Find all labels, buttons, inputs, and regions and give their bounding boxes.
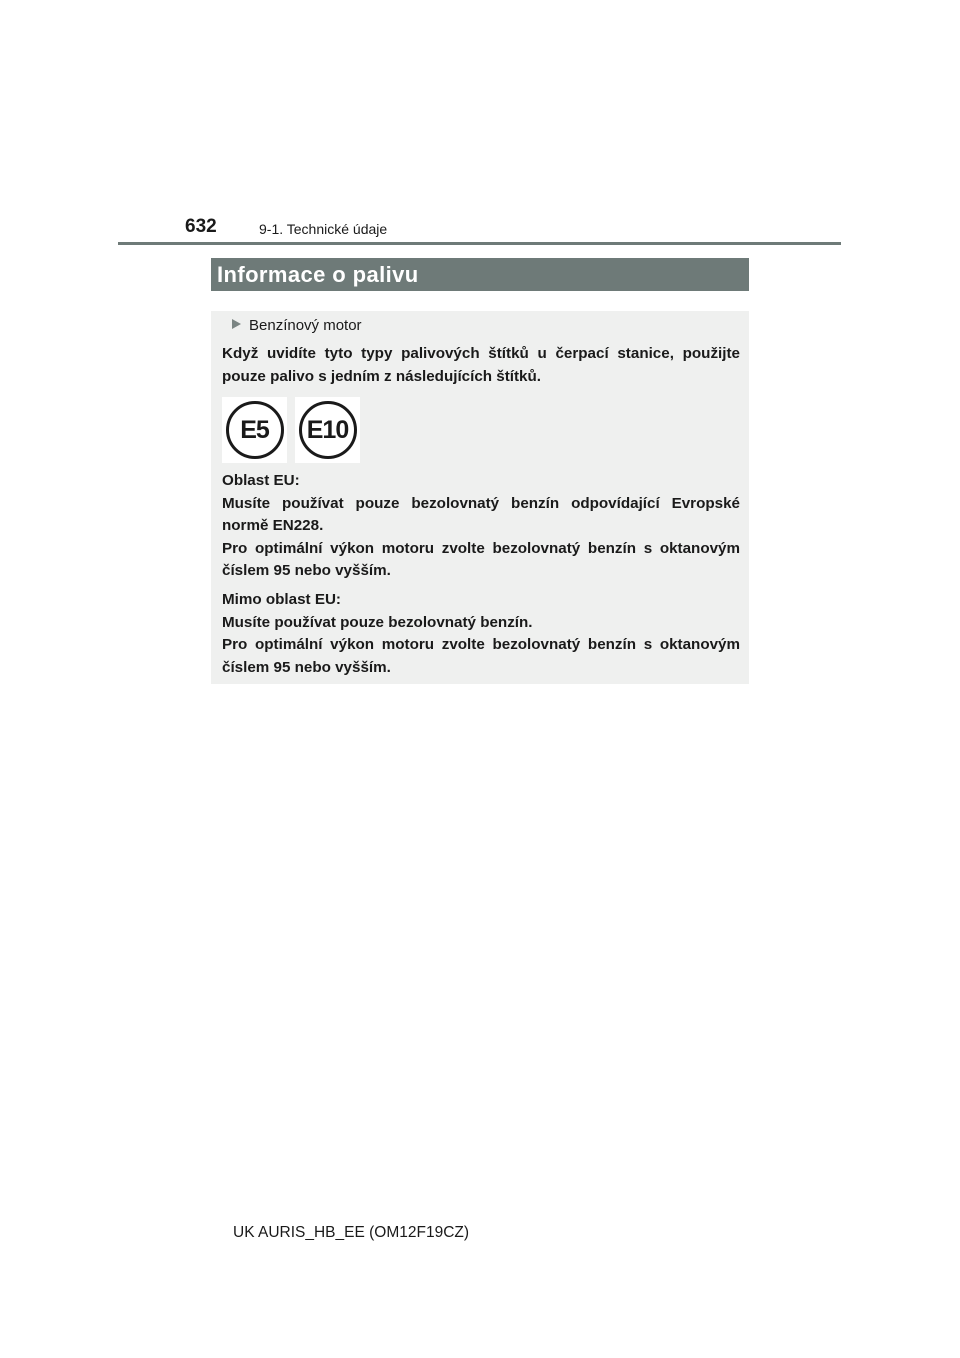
fuel-labels (222, 397, 360, 463)
page-number: 632 (185, 216, 217, 237)
eu-recommendation: Pro optimální výkon motoru zvolte bezolovnatý benzín s oktanovým číslem 95 nebo vyšším. (222, 539, 740, 579)
subheading-label: Benzínový motor (249, 317, 362, 334)
intro-paragraph: Když uvidíte tyto typy palivových štítků u čerpací stanice, použijte pouze palivo s jedním z následujících štítků. (222, 345, 740, 385)
header-divider (118, 242, 841, 245)
non-eu-requirement: Musíte používat pouze bezolovnatý benzín. (222, 613, 533, 631)
fuel-label-e5 (222, 397, 287, 463)
fuel-label-e10 (295, 397, 360, 463)
eu-heading: Oblast EU: (222, 472, 300, 489)
non-eu-block (222, 589, 740, 679)
non-eu-heading: Mimo oblast EU: (222, 591, 341, 608)
subheading (232, 317, 362, 334)
non-eu-recommendation: Pro optimální výkon motoru zvolte bezolovnatý benzín s oktanovým číslem 95 nebo vyšším. (222, 636, 740, 676)
fuel-label-e5-text: E5 (226, 401, 284, 459)
triangle-bullet-icon (232, 319, 241, 329)
fuel-label-e10-text: E10 (299, 401, 357, 459)
model-code: UK AURIS_HB_EE (OM12F19CZ) (233, 1224, 470, 1241)
eu-requirement: Musíte používat pouze bezolovnatý benzín odpovídající Evropské normě EN228. (222, 494, 740, 534)
chapter-title: 9-1. Technické údaje (259, 221, 388, 237)
eu-block (222, 470, 740, 583)
section-title: Informace o palivu (211, 258, 749, 291)
